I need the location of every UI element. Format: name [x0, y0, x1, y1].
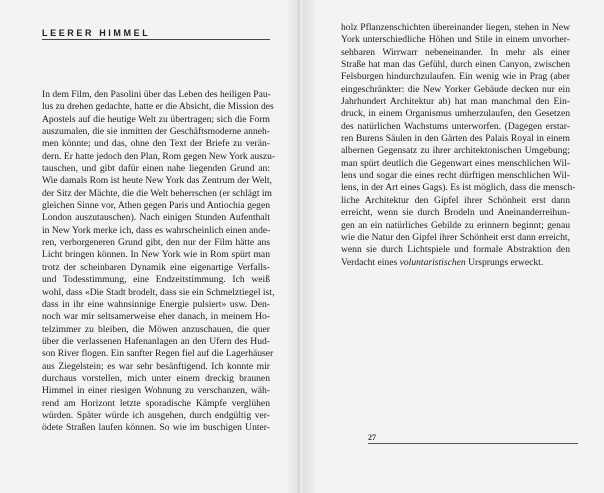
text-line: man spürt deutlich die Gegenwart eines menschlichen Wil-: [341, 157, 570, 169]
text-line: Verdacht eines voluntaristischen Ursprungs erweckt.: [341, 256, 544, 268]
text-line: wohl, dass «Die Stadt brodelt, dass sie ein Schmelztiegel ist,: [42, 286, 275, 298]
text-line: druck, in einem Organismus umherzulaufen, den Gesetzen: [341, 108, 570, 120]
text-line: son River flogen. Ein sanfter Regen fiel auf die Lagerhäuser: [42, 348, 274, 360]
text-line: men könnte; und das, ohne den Text der Briefe zu verän-: [42, 138, 270, 150]
text-line: wie die Natur den Gipfel ihrer Schönheit erst dann erreicht,: [341, 231, 570, 243]
text-line: rend am Horizont letzte sporadische Kämpfe verglühen: [42, 397, 270, 409]
text-line: aus Ziegelstein; es war sehr besänftigend. Ich konnte mir: [42, 360, 270, 372]
text-line: ren Burens Säulen in den Gärten des Palais Royal in einem: [341, 133, 570, 145]
text-line: dern. Er hatte jedoch den Plan, Rom gegen New York auszu-: [42, 150, 276, 162]
text-line: wenn sie durch Lichtspiele und formale Abstraktion den: [341, 244, 570, 256]
text-line: Straße hat man das Gefühl, durch einen Canyon, zwischen: [341, 59, 570, 71]
text-line: der Sitz der Mächte, die die Welt beherrschen (er schlägt im: [42, 187, 273, 199]
text-line: Felsburgen hindurchzulaufen. Ein wenig wie in Prag (aber: [341, 71, 570, 83]
emphasized-word: voluntaristischen: [399, 256, 466, 268]
right-page-body: [341, 22, 576, 269]
text-line: trotz der scheinbaren Dynamik eine eigenartige Verfalls-: [42, 261, 270, 273]
text-line: auszumalen, die sie inmitten der Geschäftsmoderne anneh-: [42, 126, 270, 138]
text-line: über die verlassenen Hafenanlagen an den Ufern des Hud-: [42, 335, 270, 347]
text-line: Himmel in einer riesigen Wohnung zu verschanzen, wäh-: [42, 385, 270, 397]
text-line: albernen Gegensatz zu ihrer architektonischen Umgebung;: [341, 145, 570, 157]
text-line: des natürlichen Wachstums unterworfen. (Dagegen erstar-: [341, 120, 570, 132]
text-line: würden. Später würde ich ausgehen, durch endgültig ver-: [42, 409, 270, 421]
page-number: [368, 434, 578, 444]
text-line: holz Pflanzenschichten übereinander liegen, stehen in New: [341, 22, 570, 33]
page-number-text: 27: [368, 433, 380, 442]
running-head: [42, 28, 270, 40]
text-line: ren, verborgeneren Grund gibt, den nur der Film hätte ans: [42, 237, 270, 249]
text-line: London auszutauschen). Nach einigen Stunden Aufenthalt: [42, 212, 270, 224]
text-line: telzimmer zu bleiben, die Möwen anzuschauen, die quer: [42, 323, 270, 335]
text-line: noch war mir seltsamerweise eher danach, in meinem Ho-: [42, 311, 270, 323]
text-line: In dem Film, den Pasolini über das Leben des heiligen Pau-: [42, 89, 271, 100]
right-page: [303, 0, 604, 493]
text-line: in New York merke ich, dass es wahrscheinlich einen ande-: [42, 224, 271, 236]
text-line: Licht bringen können. In New York wie in Rom spürt man: [42, 249, 270, 261]
text-line: York unterschiedliche Höhen und Stile in einem unvorher-: [341, 34, 570, 46]
left-page-body: [42, 89, 276, 435]
text-line: gen an ein natürliches Gebilde zu erinnern beginnt; genau: [341, 219, 570, 231]
text-line: Wie damals Rom ist heute New York das Zentrum der Welt,: [42, 175, 272, 187]
text-line: Jahrhundert Architektur ab) hat man manchmal den Ein-: [341, 96, 570, 108]
running-head-text: LEERER HIMMEL: [42, 28, 154, 38]
text-line: gleichen Sinne vor, Athen gegen Paris und Antiochia gegen: [42, 200, 270, 212]
left-page: [0, 0, 300, 493]
gutter-shadow: [303, 0, 317, 493]
text-line: und Todesstimmung, eine Endzeitstimmung. Ich weiß: [42, 274, 270, 286]
text-line: liche Architektur den Gipfel ihrer Schönheit erst dann: [341, 194, 570, 206]
text-line: durchaus vorstellen, mich unter einem dreckig braunen: [42, 372, 270, 384]
text-line: eingeschränkter: die New Yorker Gebäude decken nur ein: [341, 83, 570, 95]
text-line: ödete Straßen laufen können. So wie im buschigen Unter-: [42, 422, 270, 434]
text-line: Apostels auf die heutige Welt zu übertragen; sich die Form: [42, 113, 270, 125]
text-line: sehbaren Wirrwarr nebeneinander. In mehr als einer: [341, 46, 570, 58]
text-line: lus zu drehen gedachte, hatte er die Absicht, die Mission des: [42, 101, 274, 113]
text-line: lens, in der Art eines Gags). Es ist möglich, dass die mensch-: [341, 182, 576, 194]
text-line: tauschen, und gibt dafür einen nahe liegenden Grund an:: [42, 163, 270, 175]
text-line: lens und sogar die eines recht dürftigen menschlichen Wil-: [341, 170, 570, 182]
text-line: dass in ihr eine wahnsinnige Energie pulsiert» usw. Den-: [42, 298, 270, 310]
text-line: erreicht, wenn sie durch Brodeln und Aneinanderreihun-: [341, 207, 570, 219]
